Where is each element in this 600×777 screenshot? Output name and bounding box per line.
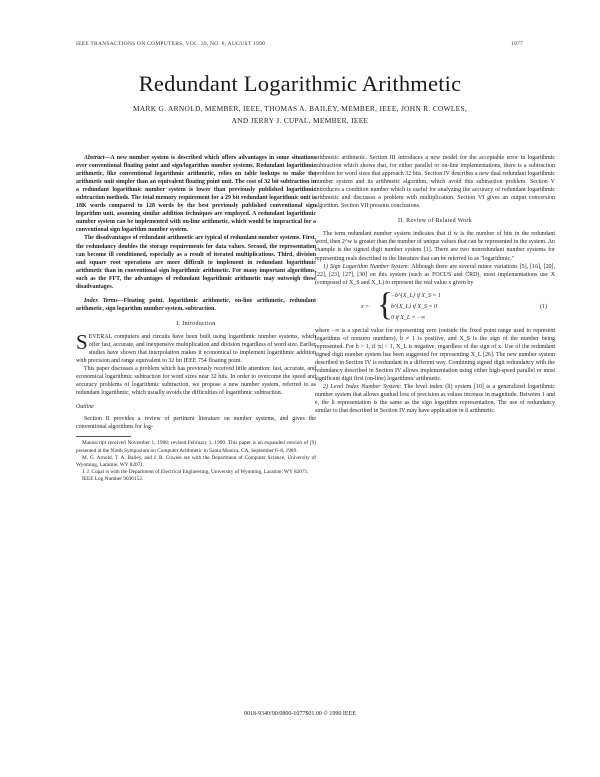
- outline-heading: Outline: [76, 404, 94, 411]
- footnote-manuscript: Manuscript received November 1, 1988; revised February 1, 1990. This paper is an expanded version of [9] presented at the Ninth Symposium on Computer Arithmetic in Santa Monica, CA, September 6–8, 1989.: [76, 440, 316, 454]
- intro-continuation: arithmetic arithmetic. Section III introduces a new model for the acceptable error in logarithmic subtraction which shows that, for either parallel or on-line implementations, there is a subtraction problem for word sizes that approach 32 bits. Section IV describes a new dual redundant logarithmic number system and its arithmetic algorithm, which avoid this subtraction problem. Section V introduces a condition number which is useful for analyzing the accuracy of redundant logarithmic arithmetic and discusses a problem with multiplication. Section VI gives an output conversion algorithm. Section VII presents conclusions.: [315, 155, 555, 210]
- equation-number: (1): [540, 303, 547, 310]
- sign-logarithm-subheading: 1) Sign Logarithm Number System:: [323, 263, 410, 270]
- abstract-text-1: A new number system is described which offers advantages in some situations over conventional floating point and sign/logarithm number systems. Redundant logarithmic arithmetic, like conventional logarithmic arithmetic, relies on table lookups to make the arithmetic unit simpler than an equivalent floating point unit. The cost of 32 bit subtraction in a redundant logarithmic number system is lower than previously published logarithmic subtraction methods. The total memory requirement for a 29 bit redundant logarithmic unit is 18K words compared to 128 words by the best previously published conventional sign logarithm unit, assuming similar addition techniques are employed. A redundant logarithmic number system can be implemented with on-line arithmetic, which would be impractical for a conventional sign logarithm number system.: [76, 155, 316, 234]
- intro-paragraph-2: This paper discusses a problem which has previously received little attention: fast, accurate, and economical logarithmic subtraction for word sizes near 32 bits. In order to overcome the speed and accuracy problems of logarithmic subtraction, we propose a new number system, referred to as redundant logarithmic, which usually avoids the difficulties of logarithmic subtraction.: [76, 366, 316, 397]
- equation-case-1: −b^{X_L} if X_S = 1: [391, 292, 441, 299]
- sign-logarithm-paragraph: [315, 263, 555, 287]
- authors-line-1: MARK G. ARNOLD, MEMBER, IEEE, THOMAS A. BAILEY, MEMBER, IEEE, JOHN R. COWLES,: [132, 104, 468, 113]
- level-index-text: The level index (li) system [10] is a generalized logarithmic number system that allows gradual loss of precision as values increase in magnitude. Between 1 and e, the li representation is the same as the sign logarithm representation. The use of redundancy similar to that described in Section IV may have application in li arithmetic.: [315, 384, 555, 415]
- authors-line-2: AND JERRY J. CUPAL, MEMBER, IEEE: [231, 116, 369, 125]
- abstract-paragraph-2: The disadvantages of redundant arithmetic are typical of redundant number systems. First, the redundancy doubles the storage requirements for data values. Second, the representation can become ill conditioned, especially as a result of iterated multiplications. Third, division and square root operations are more difficult to implement in redundant logarithmic arithmetic than in conventional sign logarithmic arithmetic. For many important algorithms, such as the FFT, the advantages of redundant logarithmic arithmetic may outweigh these disadvantages.: [76, 235, 316, 290]
- abstract-paragraph-1: [76, 154, 316, 234]
- right-column: [315, 154, 555, 415]
- section-2-heading: II. Review of Related Work: [397, 218, 473, 225]
- page-number: 1077: [511, 41, 523, 47]
- footnote-rule: [76, 436, 131, 437]
- outline-paragraph: Section II provides a review of pertinent literature on number systems, and gives the conventional algorithms for log-: [76, 416, 316, 431]
- abstract-label: Abstract—: [84, 155, 111, 161]
- equation-lhs: x =: [361, 303, 370, 310]
- equation-brace: {: [377, 286, 393, 323]
- intro-text-1: EVERAL computers and circuits have been built using logarithmic number systems, which offer fast, accurate, and inexpensive multiplication and division regardless of word size. Earlier studies have shown that interpolation makes it economical to implement logarithmic addition with precision and range equivalent to 32 bit IEEE 754 floating point.: [76, 333, 316, 365]
- index-terms-label: Index Terms—: [84, 297, 124, 304]
- equation-1: [315, 286, 555, 324]
- footnote-affiliation-2: J. J. Cupal is with the Department of Electrical Engineering, University of Wyoming, Laramie, WY 82071.: [82, 469, 309, 476]
- level-index-subheading: 2) Level Index Number System:: [323, 384, 402, 391]
- footnote-log-number: IEEE Log Number 9036152.: [82, 476, 144, 483]
- paper-title: Redundant Logarithmic Arithmetic: [138, 71, 462, 96]
- footnote-affiliation-1: M. G. Arnold, T. A. Bailey, and J. R. Cowles are with the Department of Computer Science, University of Wyoming, Laramie, WY 82071.: [76, 454, 316, 469]
- sign-logarithm-text: Although there are several minor variations [5], [16], [20], [22], [23], [27], [30] on this system (such as FOCUS and CRD), most implementations use X (composed of X_S and X_L) to represent the real value x given by: [315, 263, 555, 286]
- index-terms: [76, 297, 316, 313]
- equation-case-3: 0 if X_L = −∞: [391, 314, 426, 321]
- review-paragraph-1: The term redundant number system indicates that if w is the number of bits in the redundant word, then 2^w is greater than the number of unique values that can be represented in the system. An example is the signed digit number system [1]. There are two nonredundant number systems for representing reals described in the literature that can be referred to as "logarithmic.": [315, 231, 555, 262]
- footnotes: [76, 440, 316, 483]
- journal-header: IEEE TRANSACTIONS ON COMPUTERS, VOL. 39, NO. 8, AUGUST 1990: [76, 41, 265, 47]
- sign-logarithm-paragraph-2: where −∞ is a special value for representing zero (outside the fixed point range used to represent logarithms of nonzero numbers), b ≠ 1 is positive, and X_S is the sign of the number being represented. For b > 1, if |x| < 1, X_L is negative, regardless of the sign of x. Use of the redundant signed digit number system has been suggested for representing X_L [26]. The new number system described in Section IV is redundant in a different way. Combining signed digit redundancy with the redundancy described in Section IV allows implementation using either high-speed parallel or most significant digit first (on-line) logarithmic arithmetic.: [315, 327, 555, 382]
- index-terms-text: Floating point, logarithmic arithmetic, on-line arithmetic, redundant arithmetic, sign logarithm number system, subtraction.: [76, 297, 316, 312]
- equation-case-2: b^{X_L} if X_S = 0: [391, 303, 437, 310]
- drop-cap-letter: S: [76, 329, 88, 354]
- level-index-paragraph: [315, 383, 555, 415]
- left-column: [76, 154, 316, 484]
- intro-paragraph-1: [76, 329, 316, 365]
- copyright-line: 0018-9340/90/0800-1077$01.00 © 1990 IEEE: [244, 711, 356, 717]
- section-1-heading: I. Introduction: [176, 320, 216, 327]
